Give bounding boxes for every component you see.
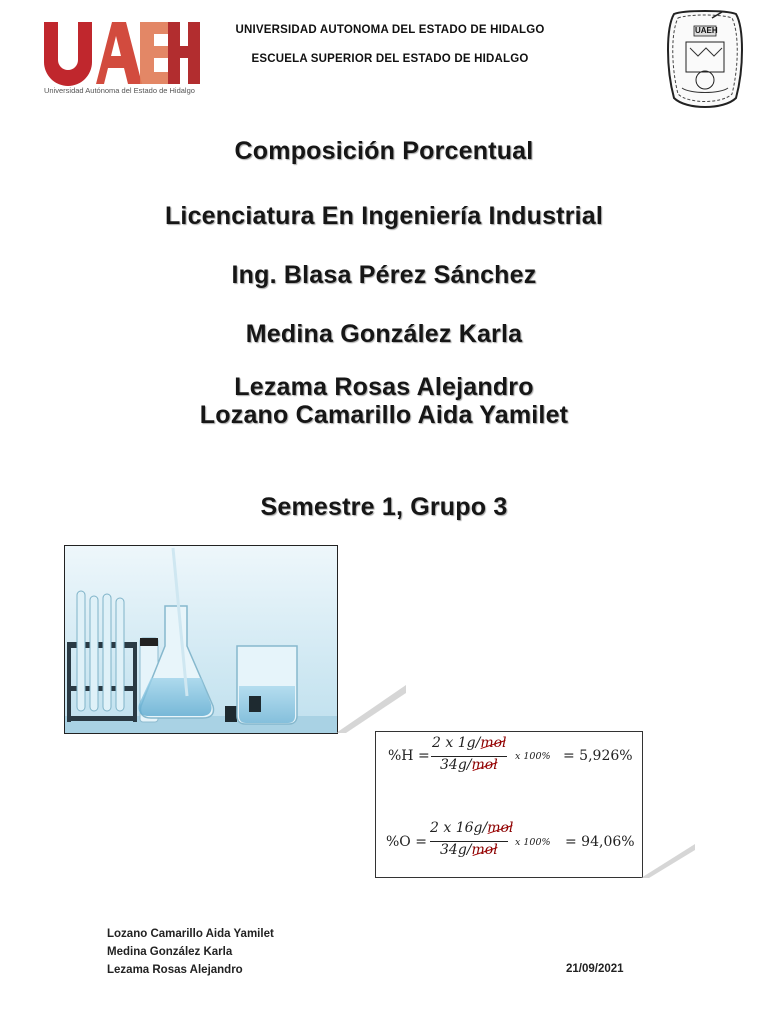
formula-h-lhs: %H = — [388, 748, 430, 764]
formula-o-factor: x 100% — [515, 837, 551, 848]
formula-o-result: = 94,06% — [565, 834, 635, 850]
student-name-2: Lezama Rosas Alejandro — [234, 373, 534, 401]
formula-h-result: = 5,926% — [563, 748, 633, 764]
formula-hydrogen — [376, 732, 642, 792]
formula-h-denominator: 34g/mol — [440, 757, 498, 773]
logo-subtitle: Universidad Autónoma del Estado de Hidalgo — [44, 86, 195, 95]
document-topic: Composición Porcentual — [234, 137, 534, 165]
school-name: ESCUELA SUPERIOR DEL ESTADO DE HIDALGO — [251, 53, 529, 65]
student-name-3: Lozano Camarillo Aida Yamilet — [199, 401, 569, 429]
svg-text:®: ® — [194, 25, 200, 32]
university-seal — [664, 8, 746, 112]
uaeh-logo-mark — [40, 18, 200, 88]
footer-name-2: Medina González Karla — [107, 946, 233, 958]
formula-oxygen — [376, 816, 642, 876]
formula-o-numerator: 2 x 16g/mol — [430, 820, 514, 836]
university-name: UNIVERSIDAD AUTONOMA DEL ESTADO DE HIDALGO — [235, 24, 545, 36]
formula-h-numerator: 2 x 1g/mol — [432, 735, 507, 751]
degree-program: Licenciatura En Ingeniería Industrial — [164, 202, 604, 230]
lab-glassware-image — [64, 545, 338, 734]
formula-o-lhs: %O = — [386, 834, 427, 850]
teacher-name: Ing. Blasa Pérez Sánchez — [231, 261, 537, 289]
uaeh-logo — [40, 18, 200, 98]
seal-text: UAEH — [695, 26, 718, 35]
formula-h-factor: x 100% — [515, 751, 551, 762]
photo-shadow — [336, 683, 406, 733]
semester-group: Semestre 1, Grupo 3 — [260, 493, 508, 521]
footer-name-1: Lozano Camarillo Aida Yamilet — [107, 928, 274, 940]
document-date: 21/09/2021 — [566, 963, 624, 975]
percent-composition-formulas — [375, 731, 643, 878]
student-name-1: Medina González Karla — [245, 320, 523, 348]
formula-o-denominator: 34g/mol — [440, 842, 498, 858]
footer-name-3: Lezama Rosas Alejandro — [107, 964, 243, 976]
formula-box-shadow — [641, 842, 696, 878]
